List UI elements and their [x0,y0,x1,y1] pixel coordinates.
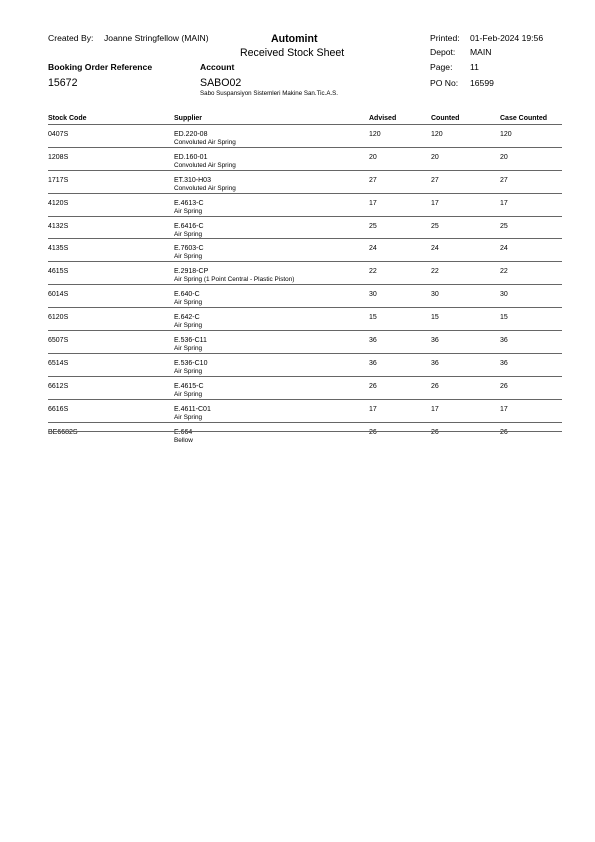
booking-ref-label: Booking Order Reference [48,62,153,72]
counted-cell: 17 [431,199,439,207]
supplier-cell: E.6416-C [174,222,204,230]
supplier-description: Air Spring (1 Point Central - Plastic Piston) [174,276,295,284]
table-row [48,307,562,330]
supplier-cell: ED.160-01 [174,153,208,161]
table-bottom-rule [48,431,562,432]
table-row [48,399,562,422]
advised-cell: 36 [369,337,377,345]
table-row [48,124,562,147]
case-counted-cell: 25 [500,222,508,230]
stock-code-cell: 4615S [48,268,69,276]
advised-cell: 17 [369,405,377,413]
advised-cell: 15 [369,314,377,322]
stock-code-cell: 6014S [48,291,69,299]
case-counted-cell: 27 [500,176,508,184]
table-row [48,170,562,193]
col-header-counted: Counted [431,115,460,122]
supplier-cell: E.642-C [174,314,200,322]
account-code: SABO02 [200,77,242,89]
advised-cell: 27 [369,176,377,184]
supplier-description: Air Spring [174,390,203,398]
table-row [48,216,562,239]
col-header-stock-code: Stock Code [48,115,87,122]
supplier-description: Air Spring [174,345,203,353]
counted-cell: 26 [431,382,439,390]
counted-cell: 22 [431,268,439,276]
case-counted-cell: 15 [500,314,508,322]
table-row [48,353,562,376]
case-counted-cell: 36 [500,359,508,367]
advised-cell: 26 [369,428,377,436]
table-row [48,147,562,170]
supplier-cell: E.7603-C [174,245,204,253]
counted-cell: 20 [431,153,439,161]
created-by-value: Joanne Stringfellow (MAIN) [104,33,209,43]
table-row [48,422,562,445]
printed-value: 01-Feb-2024 19:56 [470,33,544,43]
booking-ref-value: 15672 [48,77,78,89]
counted-cell: 15 [431,314,439,322]
stock-code-cell: 6612S [48,382,69,390]
stock-table [48,124,562,444]
advised-cell: 120 [369,131,381,138]
advised-cell: 25 [369,222,377,230]
advised-cell: 20 [369,153,377,161]
case-counted-cell: 26 [500,382,508,390]
account-label: Account [200,62,235,72]
printed-label: Printed: [430,33,460,43]
supplier-cell: E.536-C11 [174,337,207,345]
supplier-description: Air Spring [174,299,203,307]
stock-code-cell: 6507S [48,337,69,345]
advised-cell: 36 [369,359,377,367]
table-row [48,261,562,284]
counted-cell: 36 [431,359,439,367]
supplier-cell: E.2918-CP [174,268,209,276]
supplier-cell: ED.220-08 [174,131,208,138]
case-counted-cell: 22 [500,268,508,276]
col-header-case-counted: Case Counted [500,115,548,122]
supplier-cell: ET.310-H03 [174,176,211,184]
stock-code-cell: 1717S [48,176,69,184]
counted-cell: 25 [431,222,439,230]
supplier-cell: E.664 [174,428,193,436]
sheet-title: Received Stock Sheet [240,47,345,59]
table-row [48,284,562,307]
supplier-cell: E.4611-C01 [174,405,211,413]
advised-cell: 22 [369,268,377,276]
supplier-cell: E.640-C [174,291,200,299]
counted-cell: 26 [431,428,439,436]
account-name: Sabo Suspansiyon Sistemleri Makine San.Tic.A.S. [200,90,339,97]
counted-cell: 120 [431,131,443,138]
stock-code-cell: 6514S [48,359,69,367]
case-counted-cell: 36 [500,337,508,345]
supplier-description: Convoluted Air Spring [174,161,236,169]
counted-cell: 27 [431,176,439,184]
advised-cell: 17 [369,199,377,207]
supplier-description: Air Spring [174,413,203,421]
supplier-description: Air Spring [174,322,203,330]
case-counted-cell: 17 [500,199,508,207]
page-value: 11 [470,62,479,72]
po-label: PO No: [430,78,459,88]
table-row [48,193,562,216]
page-label: Page: [430,62,453,72]
supplier-description: Convoluted Air Spring [174,184,236,192]
counted-cell: 17 [431,405,439,413]
stock-code-cell: 0407S [48,131,69,138]
stock-code-cell: 6616S [48,405,69,413]
depot-value: MAIN [470,47,492,57]
col-header-supplier: Supplier [174,115,203,122]
advised-cell: 24 [369,245,377,253]
supplier-description: Air Spring [174,207,203,215]
supplier-description: Air Spring [174,253,203,261]
case-counted-cell: 20 [500,153,508,161]
case-counted-cell: 24 [500,245,508,253]
stock-code-cell: 4135S [48,245,69,253]
stock-code-cell: 1208S [48,153,69,161]
supplier-description: Air Spring [174,230,203,238]
table-row [48,330,562,353]
supplier-cell: E.4613-C [174,199,204,207]
advised-cell: 30 [369,291,377,299]
case-counted-cell: 120 [500,131,512,138]
stock-code-cell: 6120S [48,314,69,322]
supplier-cell: E.536-C10 [174,359,208,367]
supplier-description: Convoluted Air Spring [174,139,236,146]
table-row [48,238,562,261]
col-header-advised: Advised [369,115,397,122]
table-row [48,376,562,399]
depot-label: Depot: [430,47,456,57]
case-counted-cell: 26 [500,428,508,436]
counted-cell: 24 [431,245,439,253]
case-counted-cell: 17 [500,405,508,413]
stock-code-cell: BE6682S [48,428,78,436]
supplier-description: Bellow [174,436,193,444]
case-counted-cell: 30 [500,291,508,299]
company-name: Automint [271,33,318,45]
advised-cell: 26 [369,382,377,390]
counted-cell: 36 [431,337,439,345]
stock-code-cell: 4132S [48,222,69,230]
stock-code-cell: 4120S [48,199,69,207]
counted-cell: 30 [431,291,439,299]
po-value: 16599 [470,78,494,88]
supplier-cell: E.4615-C [174,382,204,390]
supplier-description: Air Spring [174,367,203,375]
created-by-label: Created By: [48,33,94,43]
